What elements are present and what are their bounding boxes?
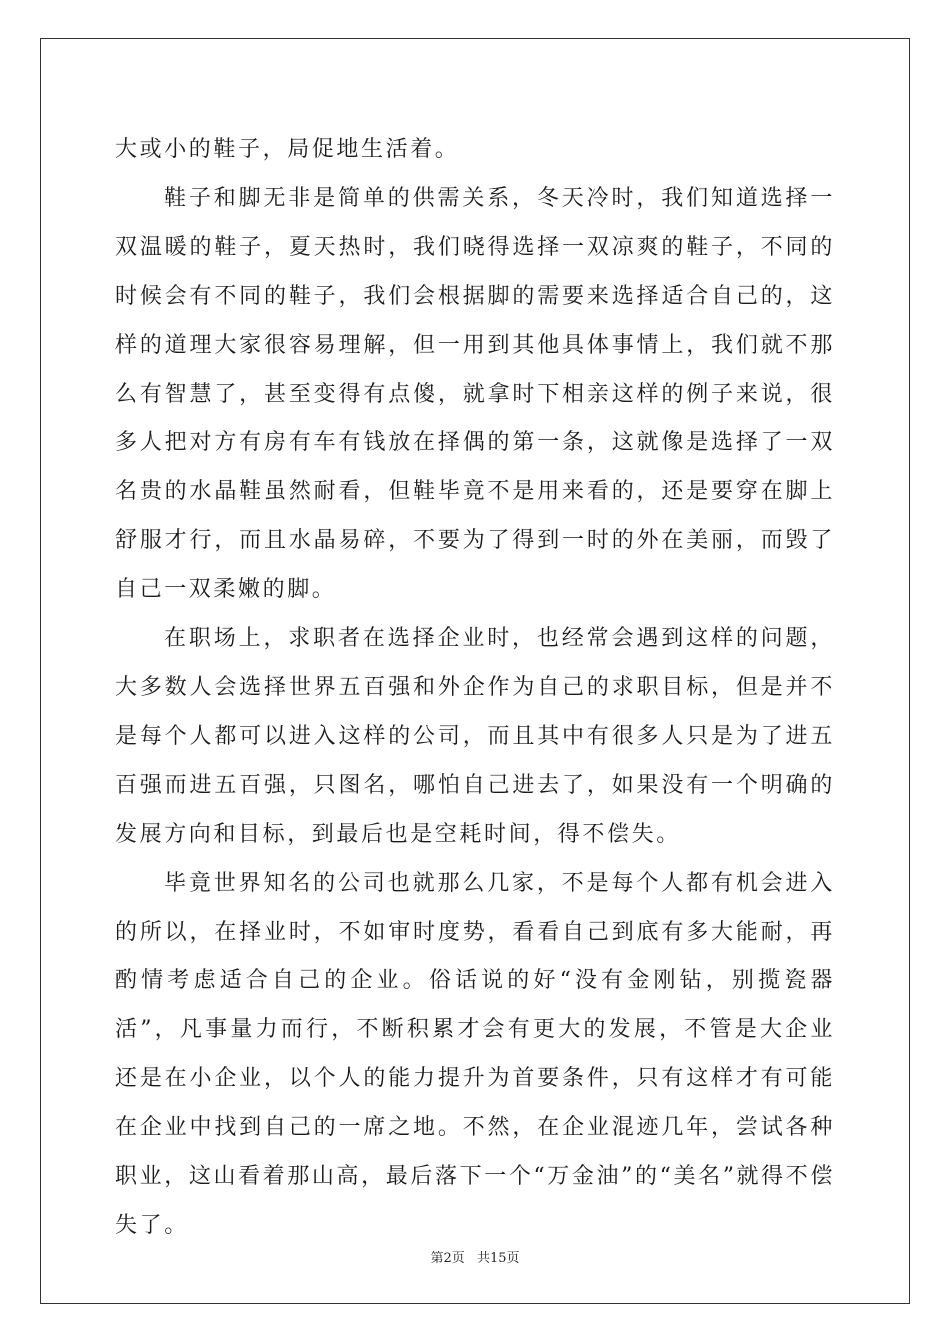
paragraph-1: 大或小的鞋子，局促地生活着。: [115, 137, 460, 162]
page-total: 共15页: [476, 1251, 520, 1266]
paragraph-3: 在职场上，求职者在选择企业时，也经常会遇到这样的问题，大多数人会选择世界五百强和外企作为自己的求职目标，但是并不是每个人都可以进入这样的公司，而且其中有很多人只是为了进五百强而进五百强，只图名，哪怕自己进去了，如果没有一个明确的发展方向和目标，到最后也是空耗时间，得不偿失。: [115, 626, 835, 847]
page-number: 第2页: [430, 1251, 465, 1266]
paragraph-2: 鞋子和脚无非是简单的供需关系，冬天冷时，我们知道选择一双温暖的鞋子，夏天热时，我们晓得选择一双凉爽的鞋子，不同的时候会有不同的鞋子，我们会根据脚的需要来选择适合自己的，这样的道理大家很容易理解，但一用到其他具体事情上，我们就不那么有智慧了，甚至变得有点傻，就拿时下相亲这样的例子来说，很多人把对方有房有车有钱放在择偶的第一条，这就像是选择了一双名贵的水晶鞋虽然耐看，但鞋毕竟不是用来看的，还是要穿在脚上舒服才行，而且水晶易碎，不要为了得到一时的外在美丽，而毁了自己一双柔嫩的脚。: [115, 185, 835, 603]
paragraph-4: 毕竟世界知名的公司也就那么几家，不是每个人都有机会进入的所以，在择业时，不如审时度势，看看自己到底有多大能耐，再酌情考虑适合自己的企业。俗话说的好“没有金刚钻，别揽瓷器活”，凡事量力而行，不断积累才会有更大的发展，不管是大企业还是在小企业，以个人的能力提升为首要条件，只有这样才有可能在企业中找到自己的一席之地。不然，在企业混迹几年，尝试各种职业，这山看着那山高，最后落下一个“万金油”的“美名”就得不偿失了。: [115, 870, 835, 1238]
document-body: [115, 126, 835, 1251]
page-footer: [0, 1247, 950, 1266]
